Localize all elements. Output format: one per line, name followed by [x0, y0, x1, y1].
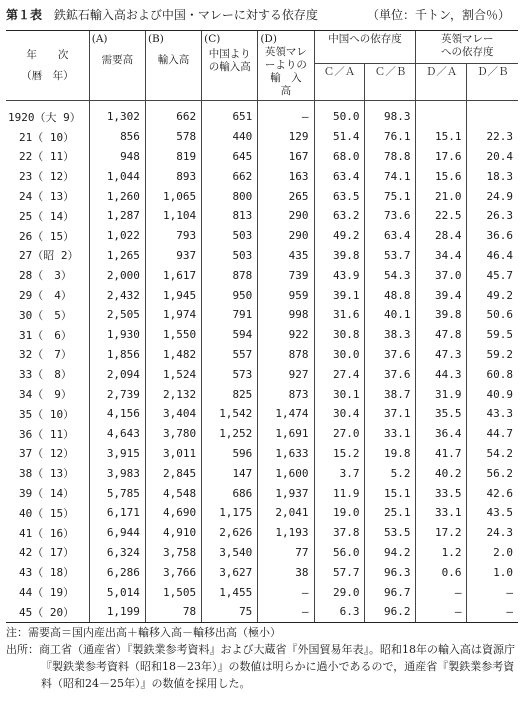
cell-c: 147	[202, 463, 258, 483]
cell-c: 440	[202, 127, 258, 147]
cell-d: 129	[258, 127, 314, 147]
cell-cb: 63.4	[365, 226, 416, 246]
table-row	[6, 325, 518, 345]
cell-cb: 96.7	[365, 582, 416, 602]
cell-d: 38	[258, 562, 314, 582]
malaya-import-header	[258, 31, 314, 101]
cell-b: 1,550	[145, 325, 201, 345]
table-title: 鉄鉱石輸入高および中国・マレーに対する依存度	[53, 8, 318, 22]
cell-c: 662	[202, 166, 258, 186]
cell-c: 686	[202, 483, 258, 503]
cell-c: 503	[202, 226, 258, 246]
year-header-label: 年 次	[26, 48, 69, 61]
cell-da: 36.4	[416, 424, 467, 444]
cell-b: 1,104	[145, 206, 201, 226]
cell-c: 3,540	[202, 543, 258, 563]
table-row	[6, 424, 518, 444]
table-row	[6, 483, 518, 503]
demand-code: (A)	[91, 33, 108, 45]
cell-ca: 11.9	[314, 483, 365, 503]
cell-a: 1,302	[89, 101, 145, 127]
china-import-header	[202, 31, 258, 101]
cell-da: 37.0	[416, 265, 467, 285]
cell-year: 30（ 5）	[8, 308, 72, 322]
cell-year: 25（ 14）	[8, 209, 75, 223]
cell-year: 32（ 7）	[8, 348, 72, 362]
cell-d: 1,600	[258, 463, 314, 483]
cell-da: 39.4	[416, 285, 467, 305]
cell-da: 17.2	[416, 523, 467, 543]
demand-label: 需要高	[101, 54, 134, 66]
cell-cb: 48.8	[365, 285, 416, 305]
cell-db: 36.6	[467, 226, 518, 246]
ca-header: Ｃ／Ａ	[314, 64, 365, 101]
china-import-code: (C)	[204, 33, 221, 45]
cell-d: 265	[258, 186, 314, 206]
cell-d: —	[258, 602, 314, 622]
table-row	[6, 345, 518, 365]
cell-a: 4,643	[89, 424, 145, 444]
cell-c: 651	[202, 101, 258, 127]
cell-b: 1,524	[145, 364, 201, 384]
source-text: 出所：商工省（通産省）『製鉄業参考資料』および大蔵省『外国貿易年表』。昭和18年の輸入高は資源庁『製鉄業参考資料（昭和18－23年）』の数値は明らかに過小であるので，通産省『製鉄業参考資料（昭和24－25年）』の数値を採用した。	[6, 643, 515, 690]
cell-cb: 75.1	[365, 186, 416, 206]
cell-da: 15.1	[416, 127, 467, 147]
cell-cb: 33.1	[365, 424, 416, 444]
cell-db: 56.2	[467, 463, 518, 483]
cell-d: 2,041	[258, 503, 314, 523]
cell-c: 1,252	[202, 424, 258, 444]
cell-year: 35（ 10）	[8, 407, 75, 421]
cell-d: 167	[258, 147, 314, 167]
cell-b: 662	[145, 101, 201, 127]
cell-a: 948	[89, 147, 145, 167]
cell-year: 45（ 20）	[6, 602, 89, 622]
cell-cb: 96.2	[365, 602, 416, 622]
cell-b: 2,845	[145, 463, 201, 483]
cell-db: 20.4	[467, 147, 518, 167]
import-header	[145, 31, 201, 101]
cell-d: 873	[258, 384, 314, 404]
cell-ca: 27.0	[314, 424, 365, 444]
cell-year: 42（ 17）	[8, 546, 75, 560]
note-text: 注：需要高＝国内産出高＋輸移入高－輸移出高（極小）	[6, 626, 281, 639]
cell-db: 46.4	[467, 246, 518, 266]
cell-ca: 51.4	[314, 127, 365, 147]
cell-a: 5,785	[89, 483, 145, 503]
cell-db: 43.3	[467, 404, 518, 424]
cell-a: 1,199	[89, 602, 145, 622]
cell-db: 43.5	[467, 503, 518, 523]
cell-a: 3,983	[89, 463, 145, 483]
cell-d: 1,193	[258, 523, 314, 543]
table-row	[6, 186, 518, 206]
cell-b: 1,482	[145, 345, 201, 365]
cell-year: 1920（大 9）	[8, 110, 81, 124]
cell-c: 1,455	[202, 582, 258, 602]
cell-b: 4,548	[145, 483, 201, 503]
table-row	[6, 582, 518, 602]
cell-a: 1,856	[89, 345, 145, 365]
cell-year: 38（ 13）	[8, 467, 75, 481]
cell-b: 4,690	[145, 503, 201, 523]
cell-cb: 5.2	[365, 463, 416, 483]
cell-year: 33（ 8）	[8, 368, 72, 382]
cell-ca: 43.9	[314, 265, 365, 285]
cell-cb: 74.1	[365, 166, 416, 186]
da-header: Ｄ／Ａ	[416, 64, 467, 101]
cell-year: 26（ 15）	[8, 229, 75, 243]
cell-b: 78	[145, 602, 201, 622]
cell-db	[467, 101, 518, 127]
cell-cb: 37.6	[365, 364, 416, 384]
cell-year: 23（ 12）	[8, 170, 75, 184]
cell-ca: 50.0	[314, 101, 365, 127]
cell-year: 37（ 12）	[8, 447, 75, 461]
cell-ca: 31.6	[314, 305, 365, 325]
table-row	[6, 305, 518, 325]
cell-b: 3,780	[145, 424, 201, 444]
malaya-import-code: (D)	[260, 33, 277, 45]
cell-da: 33.1	[416, 503, 467, 523]
cell-db: 50.6	[467, 305, 518, 325]
table-row	[6, 503, 518, 523]
cell-ca: 39.8	[314, 246, 365, 266]
cell-a: 856	[89, 127, 145, 147]
cell-c: 557	[202, 345, 258, 365]
cell-a: 6,944	[89, 523, 145, 543]
import-label: 輸入高	[157, 54, 190, 66]
cell-c: 825	[202, 384, 258, 404]
cell-cb: 40.1	[365, 305, 416, 325]
cell-cb: 54.3	[365, 265, 416, 285]
table-unit: （単位：千トン，割合％）	[366, 8, 510, 22]
cell-da: 1.2	[416, 543, 467, 563]
table-row	[6, 562, 518, 582]
cb-header: Ｃ／Ｂ	[365, 64, 416, 101]
cell-da: 41.7	[416, 444, 467, 464]
cell-d: —	[258, 101, 314, 127]
cell-a: 1,044	[89, 166, 145, 186]
cell-db: 49.2	[467, 285, 518, 305]
cell-ca: 15.2	[314, 444, 365, 464]
cell-da: 17.6	[416, 147, 467, 167]
cell-year: 34（ 9）	[8, 388, 72, 402]
table-row	[6, 523, 518, 543]
cell-da: 31.9	[416, 384, 467, 404]
cell-db: —	[467, 582, 518, 602]
cell-b: 1,974	[145, 305, 201, 325]
import-code: (B)	[147, 33, 164, 45]
cell-d: 927	[258, 364, 314, 384]
cell-ca: 56.0	[314, 543, 365, 563]
table-row	[6, 265, 518, 285]
cell-year: 44（ 19）	[8, 586, 75, 600]
cell-cb: 78.8	[365, 147, 416, 167]
cell-c: 791	[202, 305, 258, 325]
cell-d: 290	[258, 206, 314, 226]
cell-ca: 29.0	[314, 582, 365, 602]
cell-a: 6,286	[89, 562, 145, 582]
cell-a: 1,022	[89, 226, 145, 246]
cell-year: 41（ 16）	[8, 526, 75, 540]
cell-c: 503	[202, 246, 258, 266]
table-number: 第１表	[6, 8, 43, 22]
cell-c: 645	[202, 147, 258, 167]
cell-a: 2,739	[89, 384, 145, 404]
cell-b: 937	[145, 246, 201, 266]
cell-b: 3,404	[145, 404, 201, 424]
cell-c: 1,175	[202, 503, 258, 523]
cell-d: 1,691	[258, 424, 314, 444]
cell-b: 893	[145, 166, 201, 186]
cell-da: 40.2	[416, 463, 467, 483]
china-import-label: 中国より の輸入高	[208, 48, 251, 73]
cell-db: 59.5	[467, 325, 518, 345]
cell-da	[416, 101, 467, 127]
cell-db: 26.3	[467, 206, 518, 226]
cell-ca: 63.2	[314, 206, 365, 226]
cell-ca: 63.4	[314, 166, 365, 186]
cell-d: 1,937	[258, 483, 314, 503]
iron-ore-table	[6, 30, 518, 623]
table-title-row	[6, 6, 518, 24]
cell-b: 1,945	[145, 285, 201, 305]
cell-b: 793	[145, 226, 201, 246]
cell-a: 2,094	[89, 364, 145, 384]
cell-d: 739	[258, 265, 314, 285]
table-row	[6, 147, 518, 167]
cell-b: 1,065	[145, 186, 201, 206]
cell-cb: 98.3	[365, 101, 416, 127]
cell-c: 950	[202, 285, 258, 305]
cell-da: 21.0	[416, 186, 467, 206]
cell-d: 435	[258, 246, 314, 266]
cell-year: 21（ 10）	[8, 130, 75, 144]
table-row	[6, 364, 518, 384]
cell-c: 2,626	[202, 523, 258, 543]
cell-d: 1,474	[258, 404, 314, 424]
cell-d: 878	[258, 345, 314, 365]
cell-a: 6,171	[89, 503, 145, 523]
cell-cb: 96.3	[365, 562, 416, 582]
cell-db: 18.3	[467, 166, 518, 186]
cell-year: 43（ 18）	[8, 566, 75, 580]
cell-a: 1,287	[89, 206, 145, 226]
malaya-import-label: 英領マレ ーよりの 輸 入 高	[264, 46, 307, 97]
cell-d: 290	[258, 226, 314, 246]
cell-c: 596	[202, 444, 258, 464]
cell-c: 75	[202, 602, 258, 622]
cell-a: 1,260	[89, 186, 145, 206]
cell-year: 39（ 14）	[8, 487, 75, 501]
cell-cb: 73.6	[365, 206, 416, 226]
cell-b: 3,758	[145, 543, 201, 563]
cell-d: 998	[258, 305, 314, 325]
cell-db: 24.3	[467, 523, 518, 543]
cell-d: 959	[258, 285, 314, 305]
cell-year: 31（ 6）	[8, 328, 72, 342]
cell-c: 573	[202, 364, 258, 384]
cell-db: 40.9	[467, 384, 518, 404]
table-row	[6, 285, 518, 305]
notes	[6, 624, 518, 692]
table-row	[6, 246, 518, 266]
table-row	[6, 166, 518, 186]
cell-year: 29（ 4）	[8, 289, 72, 303]
table-row	[6, 602, 518, 622]
year-header-sub: （暦 年）	[21, 69, 74, 82]
cell-year: 40（ 15）	[8, 506, 75, 520]
table-row	[6, 101, 518, 127]
cell-cb: 25.1	[365, 503, 416, 523]
cell-b: 819	[145, 147, 201, 167]
cell-da: 22.5	[416, 206, 467, 226]
cell-c: 878	[202, 265, 258, 285]
cell-a: 1,930	[89, 325, 145, 345]
cell-da: 47.3	[416, 345, 467, 365]
cell-b: 578	[145, 127, 201, 147]
cell-da: —	[416, 602, 467, 622]
table-body	[6, 101, 518, 623]
table-row	[6, 127, 518, 147]
table-row	[6, 444, 518, 464]
cell-year: 22（ 11）	[8, 150, 75, 164]
cell-b: 2,132	[145, 384, 201, 404]
cell-ca: 37.8	[314, 523, 365, 543]
cell-c: 813	[202, 206, 258, 226]
cell-db: 44.7	[467, 424, 518, 444]
cell-d: 1,633	[258, 444, 314, 464]
cell-da: 33.5	[416, 483, 467, 503]
cell-cb: 15.1	[365, 483, 416, 503]
cell-db: 22.3	[467, 127, 518, 147]
cell-cb: 37.6	[365, 345, 416, 365]
cell-a: 6,324	[89, 543, 145, 563]
cell-cb: 19.8	[365, 444, 416, 464]
cell-b: 3,011	[145, 444, 201, 464]
cell-db: 42.6	[467, 483, 518, 503]
cell-a: 2,505	[89, 305, 145, 325]
cell-c: 594	[202, 325, 258, 345]
cell-a: 5,014	[89, 582, 145, 602]
cell-ca: 27.4	[314, 364, 365, 384]
cell-year: 27（昭 2）	[8, 249, 79, 263]
cell-ca: 68.0	[314, 147, 365, 167]
cell-cb: 37.1	[365, 404, 416, 424]
cell-da: 35.5	[416, 404, 467, 424]
cell-b: 1,617	[145, 265, 201, 285]
cell-cb: 53.7	[365, 246, 416, 266]
cell-cb: 38.7	[365, 384, 416, 404]
cell-year: 28（ 3）	[8, 269, 72, 283]
cell-b: 4,910	[145, 523, 201, 543]
cell-ca: 63.5	[314, 186, 365, 206]
cell-db: 60.8	[467, 364, 518, 384]
cell-da: 28.4	[416, 226, 467, 246]
cell-c: 1,542	[202, 404, 258, 424]
cell-d: 77	[258, 543, 314, 563]
cell-cb: 76.1	[365, 127, 416, 147]
cell-d: 922	[258, 325, 314, 345]
table-row	[6, 226, 518, 246]
cell-db: 2.0	[467, 543, 518, 563]
cell-a: 4,156	[89, 404, 145, 424]
demand-header	[89, 31, 145, 101]
cell-db: 1.0	[467, 562, 518, 582]
table-row	[6, 543, 518, 563]
db-header: Ｄ／Ｂ	[467, 64, 518, 101]
cell-da: 34.4	[416, 246, 467, 266]
cell-cb: 53.5	[365, 523, 416, 543]
cell-a: 1,265	[89, 246, 145, 266]
cell-da: —	[416, 582, 467, 602]
table-row	[6, 384, 518, 404]
cell-a: 3,915	[89, 444, 145, 464]
table-row	[6, 404, 518, 424]
cell-ca: 30.0	[314, 345, 365, 365]
cell-da: 47.8	[416, 325, 467, 345]
cell-ca: 3.7	[314, 463, 365, 483]
cell-a: 2,432	[89, 285, 145, 305]
cell-db: —	[467, 602, 518, 622]
cell-year: 24（ 13）	[8, 190, 75, 204]
cell-ca: 30.1	[314, 384, 365, 404]
cell-cb: 94.2	[365, 543, 416, 563]
cell-b: 1,505	[145, 582, 201, 602]
cell-db: 59.2	[467, 345, 518, 365]
cell-ca: 39.1	[314, 285, 365, 305]
malaya-dependency-header: 英領マレー への依存度	[416, 31, 518, 64]
cell-da: 39.8	[416, 305, 467, 325]
cell-ca: 6.3	[314, 602, 365, 622]
cell-c: 3,627	[202, 562, 258, 582]
cell-b: 3,766	[145, 562, 201, 582]
cell-a: 2,000	[89, 265, 145, 285]
cell-db: 54.2	[467, 444, 518, 464]
cell-d: —	[258, 582, 314, 602]
year-header	[6, 31, 89, 101]
cell-ca: 19.0	[314, 503, 365, 523]
cell-da: 44.3	[416, 364, 467, 384]
cell-year: 36（ 11）	[8, 427, 75, 441]
cell-ca: 57.7	[314, 562, 365, 582]
table-row	[6, 206, 518, 226]
table-row	[6, 463, 518, 483]
cell-ca: 30.4	[314, 404, 365, 424]
cell-da: 0.6	[416, 562, 467, 582]
cell-d: 163	[258, 166, 314, 186]
cell-ca: 49.2	[314, 226, 365, 246]
china-dependency-header: 中国への依存度	[314, 31, 416, 64]
cell-db: 24.9	[467, 186, 518, 206]
cell-db: 45.7	[467, 265, 518, 285]
cell-da: 15.6	[416, 166, 467, 186]
cell-cb: 38.3	[365, 325, 416, 345]
cell-c: 800	[202, 186, 258, 206]
cell-ca: 30.8	[314, 325, 365, 345]
